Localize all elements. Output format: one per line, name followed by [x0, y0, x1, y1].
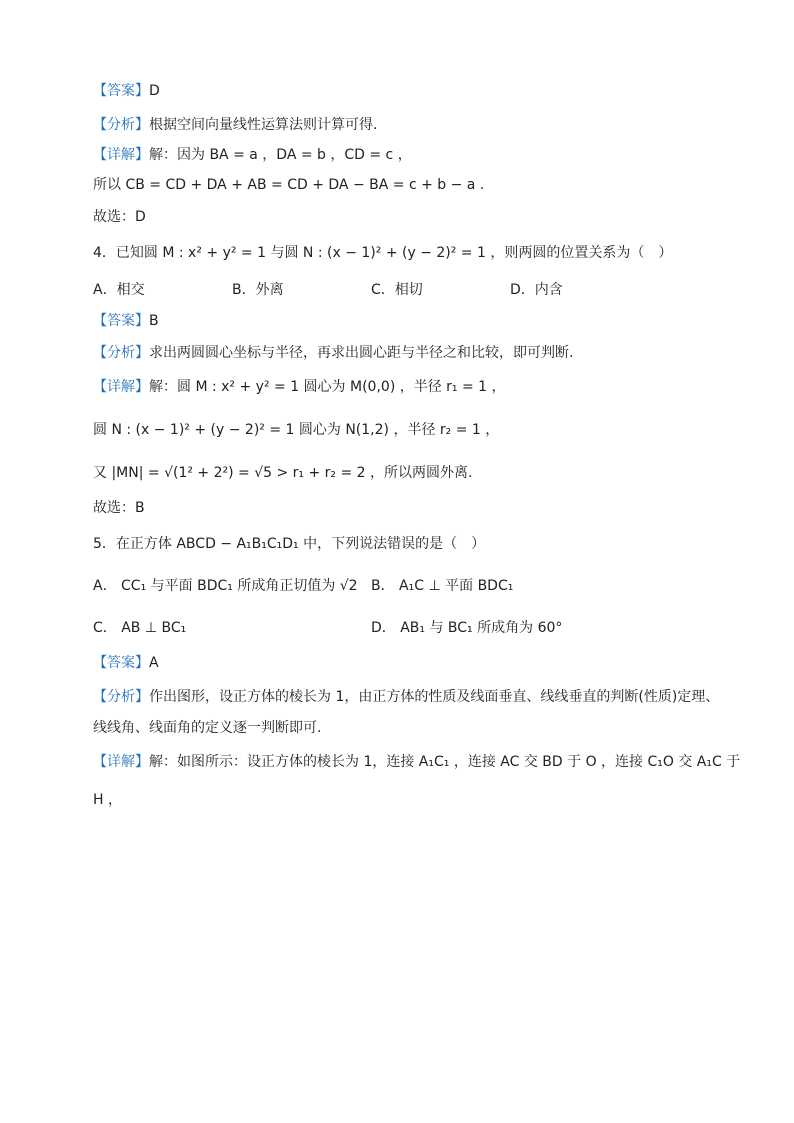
analysis-text: 根据空间向量线性运算法则计算可得. — [149, 117, 378, 133]
answer-value: B — [149, 313, 159, 329]
q4-answer-line — [93, 311, 159, 331]
q5-option-c: C． AB ⊥ BC₁ — [93, 620, 187, 636]
detail-text: 解：因为 BA = a ，DA = b ，CD = c ， — [149, 147, 412, 163]
answer-value: A — [149, 655, 159, 671]
q5-analysis-line-1 — [93, 687, 719, 707]
q4-detail-line-1 — [93, 377, 506, 397]
detail-text: 又 |MN| = √(1² + 2²) = √5 > r₁ + r₂ = 2 ，所以两圆外离. — [93, 465, 473, 481]
answer-tag: 【答案】 — [93, 83, 149, 99]
q5-option-d: D． AB₁ 与 BC₁ 所成角为 60° — [371, 620, 563, 636]
q5-analysis-line-2 — [93, 718, 321, 738]
q3-analysis-line — [93, 115, 377, 135]
detail-tag: 【详解】 — [93, 754, 149, 770]
detail-text: 所以 CB = CD + DA + AB = CD + DA − BA = c + b − a . — [93, 177, 485, 193]
q5-detail-line-1 — [93, 752, 740, 772]
q4-analysis-line — [93, 343, 573, 363]
detail-text: 圆 N : (x − 1)² + (y − 2)² = 1 圆心为 N(1,2) ，半径 r₂ = 1 ， — [93, 422, 500, 438]
q3-answer-line — [93, 81, 160, 101]
answer-tag: 【答案】 — [93, 313, 149, 329]
q4-option-c: C．相切 — [371, 282, 423, 298]
detail-tag: 【详解】 — [93, 147, 149, 163]
detail-text: 解：圆 M : x² + y² = 1 圆心为 M(0,0) ，半径 r₁ = 1 ， — [149, 379, 506, 395]
q5-option-b: B． A₁C ⊥ 平面 BDC₁ — [371, 578, 514, 594]
q5-stem: 5．在正方体 ABCD − A₁B₁C₁D₁ 中，下列说法错误的是（ ） — [93, 536, 486, 552]
q4-stem: 4．已知圆 M : x² + y² = 1 与圆 N : (x − 1)² + (y − 2)² = 1 ，则两圆的位置关系为（ ） — [93, 245, 673, 261]
analysis-tag: 【分析】 — [93, 117, 149, 133]
q5-detail-line-2 — [93, 790, 122, 810]
detail-text: H ， — [93, 792, 122, 808]
analysis-text: 作出图形，设正方体的棱长为 1，由正方体的性质及线面垂直、线线垂直的判断(性质)定理、 — [149, 689, 720, 705]
detail-tag: 【详解】 — [93, 379, 149, 395]
q3-detail-line-2 — [93, 175, 484, 195]
analysis-tag: 【分析】 — [93, 689, 149, 705]
analysis-text: 线线角、线面角的定义逐一判断即可. — [93, 720, 322, 736]
q4-option-a: A．相交 — [93, 282, 145, 298]
q4-conclusion: 故选：B — [93, 500, 145, 516]
q4-option-b: B．外离 — [232, 282, 284, 298]
q4-option-d: D．内含 — [510, 282, 563, 298]
analysis-tag: 【分析】 — [93, 345, 149, 361]
q3-conclusion: 故选：D — [93, 209, 146, 225]
detail-text: 解：如图所示：设正方体的棱长为 1，连接 A₁C₁ ，连接 AC 交 BD 于 O ，连接 C₁O 交 A₁C 于 — [149, 754, 741, 770]
answer-tag: 【答案】 — [93, 655, 149, 671]
q4-detail-line-3 — [93, 463, 472, 483]
answer-value: D — [149, 83, 160, 99]
q3-detail-line-1 — [93, 145, 412, 165]
analysis-text: 求出两圆圆心坐标与半径，再求出圆心距与半径之和比较，即可判断. — [149, 345, 574, 361]
q4-detail-line-2 — [93, 420, 499, 440]
q5-option-a: A． CC₁ 与平面 BDC₁ 所成角正切值为 √2 — [93, 578, 358, 594]
q5-answer-line — [93, 653, 159, 673]
